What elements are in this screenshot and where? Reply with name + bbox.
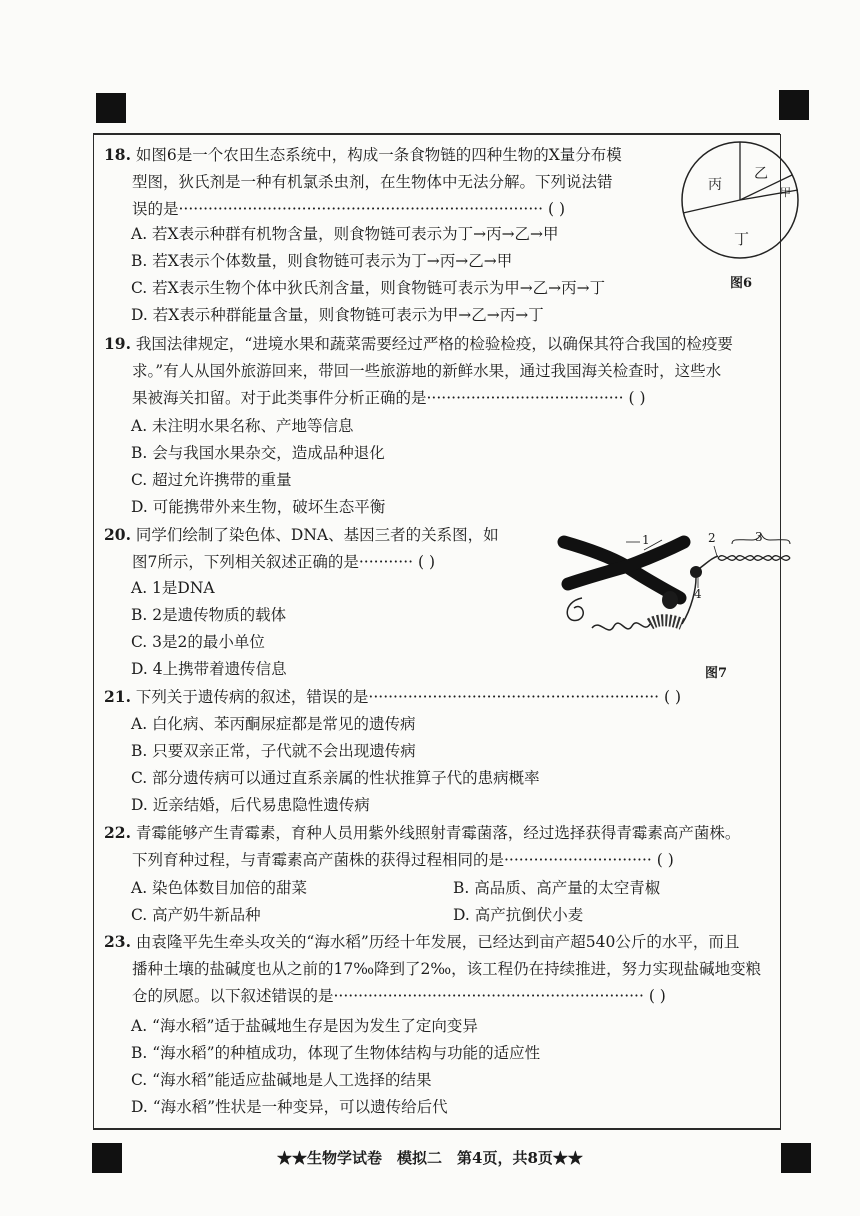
question-19-option-b: B. 会与我国水果杂交，造成品种退化: [131, 444, 385, 462]
figure-7-label-1: 1: [642, 533, 650, 547]
question-18-stem-line2: 型图，狄氏剂是一种有机氯杀虫剂，在生物体中无法分解。下列说法错: [132, 173, 613, 191]
question-21-option-d: D. 近亲结婚，后代易患隐性遗传病: [131, 796, 370, 814]
question-22-stem-line1: 青霉能够产生青霉素，育种人员用紫外线照射青霉菌落，经过选择获得青霉素高产菌株。: [135, 824, 741, 842]
question-21-stem-line1: 下列关于遗传病的叙述，错误的是··························································· ( ): [135, 688, 682, 706]
question-19-stem-line3: 果被海关扣留。对于此类事件分析正确的是········································ ( ): [132, 389, 646, 407]
question-22-option-d: D. 高产抗倒伏小麦: [453, 906, 584, 924]
question-23: 23. 由袁隆平先生牵头攻关的“海水稻”历经十年发展，已经达到亩产超540公斤的水平，而且 播种土壤的盐碱度也从之前的17‰降到了2‰，该工程仍在持续推进，努力实现盐碱地变粮 仓的夙愿。以下叙述错误的是······························································· ( ): [104, 928, 761, 1010]
page-footer: ★★生物学试卷 模拟二 第4页，共8页★★: [277, 1149, 583, 1167]
question-18-stem-line3: 误的是·········································································· ( ): [132, 200, 566, 218]
question-20-option-d: D. 4上携带着遗传信息: [131, 660, 287, 678]
question-19-stem-line2: 求。”有人从国外旅游回来，带回一些旅游地的新鲜水果，通过我国海关检查时，这些水: [132, 362, 722, 380]
question-23-option-c: C. “海水稻”能适应盐碱地是人工选择的结果: [131, 1071, 432, 1089]
question-21-option-c: C. 部分遗传病可以通过直系亲属的性状推算子代的患病概率: [131, 769, 540, 787]
question-18-stem-line1: 如图6是一个农田生态系统中，构成一条食物链的四种生物的X量分布模: [135, 146, 622, 164]
question-20: 20. 同学们绘制了染色体、DNA、基因三者的关系图，如 图7所示，下列相关叙述正确的是··········· ( ): [104, 521, 499, 576]
figure-7-label-4: 4: [694, 587, 702, 601]
question-23-stem-line2: 播种土壤的盐碱度也从之前的17‰降到了2‰，该工程仍在持续推进，努力实现盐碱地变粮: [132, 960, 762, 978]
figure-7-label-3: 3: [755, 530, 763, 544]
figure-7-caption: 图7: [705, 666, 728, 681]
frame-bottom-line: [93, 1128, 780, 1130]
figure-6-label-ding: 丁: [734, 230, 750, 248]
question-18-option-c: C. 若X表示生物个体中狄氏剂含量，则食物链可表示为甲→乙→丙→丁: [131, 279, 606, 297]
question-18-option-b: B. 若X表示个体数量，则食物链可表示为丁→丙→乙→甲: [131, 252, 513, 270]
registration-mark-top-left: [96, 93, 126, 123]
figure-7-chromosome-dna-gene-diagram: [552, 528, 792, 658]
question-20-option-a: A. 1是DNA: [131, 579, 215, 597]
question-22-option-b: B. 高品质、高产量的太空青椒: [453, 879, 661, 897]
question-22-stem-line2: 下列育种过程，与青霉素高产菌株的获得过程相同的是······························ ( ): [132, 851, 674, 869]
question-19: 19. 我国法律规定，“进境水果和蔬菜需要经过严格的检验检疫，以确保其符合我国的检疫要 求。”有人从国外旅游回来，带回一些旅游地的新鲜水果，通过我国海关检查时，这些水 果被海关扣留。对于此类事件分析正确的是········································ ( ): [104, 330, 733, 412]
frame-left-line: [93, 134, 94, 1130]
figure-6-caption: 图6: [730, 276, 753, 291]
figure-7-label-2: 2: [708, 531, 716, 545]
question-23-option-b: B. “海水稻”的种植成功，体现了生物体结构与功能的适应性: [131, 1044, 541, 1062]
question-18-option-d: D. 若X表示种群能量含量，则食物链可表示为甲→乙→丙→丁: [131, 306, 544, 324]
question-23-option-d: D. “海水稻”性状是一种变异，可以遗传给后代: [131, 1098, 448, 1116]
question-18-option-a: A. 若X表示种群有机物含量，则食物链可表示为丁→丙→乙→甲: [131, 225, 559, 243]
registration-mark-top-right: [779, 90, 809, 120]
figure-6-label-jia: 甲: [780, 186, 791, 199]
question-23-stem-line3: 仓的夙愿。以下叙述错误的是······························································· ( ): [132, 987, 666, 1005]
question-20-stem-line1: 同学们绘制了染色体、DNA、基因三者的关系图，如: [135, 526, 499, 544]
question-20-option-c: C. 3是2的最小单位: [131, 633, 265, 651]
question-22: 22. 青霉能够产生青霉素，育种人员用紫外线照射青霉菌落，经过选择获得青霉素高产菌株。 下列育种过程，与青霉素高产菌株的获得过程相同的是······························ ( ): [104, 819, 740, 874]
question-19-option-a: A. 未注明水果名称、产地等信息: [131, 417, 354, 435]
question-21: 21. 下列关于遗传病的叙述，错误的是··························································· ( ): [104, 687, 682, 706]
question-23-stem-line1: 由袁隆平先生牵头攻关的“海水稻”历经十年发展，已经达到亩产超540公斤的水平，而且: [135, 933, 740, 951]
question-21-option-a: A. 白化病、苯丙酮尿症都是常见的遗传病: [131, 715, 416, 733]
question-19-option-d: D. 可能携带外来生物，破坏生态平衡: [131, 498, 386, 516]
question-19-option-c: C. 超过允许携带的重量: [131, 471, 292, 489]
question-22-option-a: A. 染色体数目加倍的甜菜: [131, 879, 308, 897]
figure-6-label-yi: 乙: [754, 166, 768, 182]
question-18: 18. 如图6是一个农田生态系统中，构成一条食物链的四种生物的X量分布模 型图，狄氏剂是一种有机氯杀虫剂，在生物体中无法分解。下列说法错 误的是·········································································· ( ): [104, 141, 622, 223]
question-21-option-b: B. 只要双亲正常，子代就不会出现遗传病: [131, 742, 416, 760]
figure-6-label-bing: 丙: [708, 177, 722, 193]
question-20-option-b: B. 2是遗传物质的载体: [131, 606, 287, 624]
frame-top-line: [93, 133, 780, 135]
question-23-option-a: A. “海水稻”适于盐碱地生存是因为发生了定向变异: [131, 1017, 478, 1035]
question-22-option-c: C. 高产奶牛新品种: [131, 906, 261, 924]
question-20-stem-line2: 图7所示，下列相关叙述正确的是··········· ( ): [132, 553, 436, 571]
question-19-stem-line1: 我国法律规定，“进境水果和蔬菜需要经过严格的检验检疫，以确保其符合我国的检疫要: [135, 335, 733, 353]
